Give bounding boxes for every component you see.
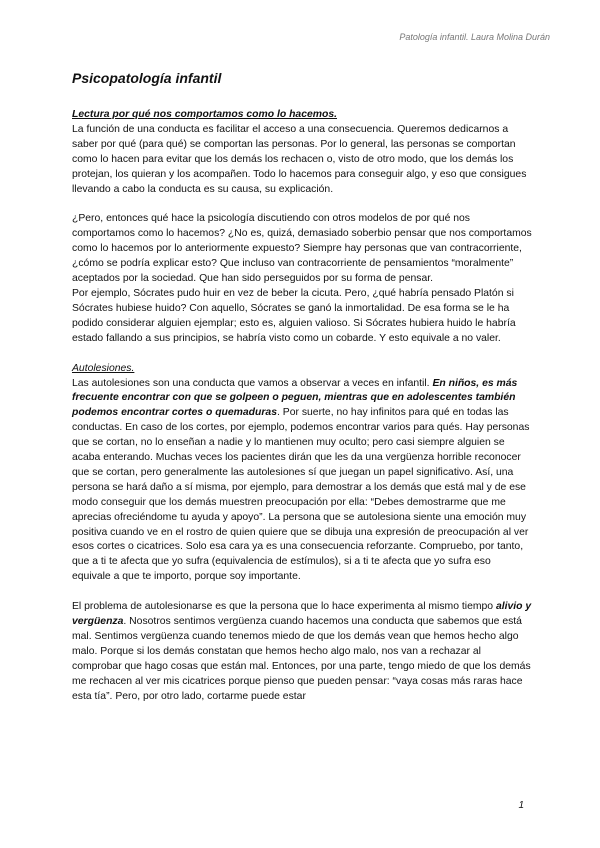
paragraph: Por ejemplo, Sócrates pudo huir en vez de beber la cicuta. Pero, ¿qué habría pensado Platón si Sócrates hubiese huido? Con aquello, Sócrates se ganó la inmortalidad. De esa forma se le ha podido considerar alguien ejemplar; esto es, alguien valioso. Si Sócrates hubiera huido le habría estado fallando a sus principios, se habría visto como un cobarde. Y esto equivale a no valer. — [72, 287, 516, 344]
running-header: Patología infantil. Laura Molina Durán — [399, 32, 550, 42]
paragraph: La función de una conducta es facilitar el acceso a una consecuencia. Queremos dedicarnos a saber por qué (para qué) se comportan las personas. Por lo general, las personas se comportan como lo hacen para evitar que los demás los rechacen o, visto de otro modo, que los demás los protejan, los quieran y los acompañen. Todo lo hacemos para conseguir algo, y eso que consigues llevando a cabo la conducta es su causa, su explicación. — [72, 123, 527, 195]
document-body — [72, 108, 532, 705]
emphasis-text: alivio y vergüenza — [72, 601, 532, 628]
text-run: Las autolesiones son una conducta que vamos a observar a veces en infantil. — [72, 377, 433, 389]
section-heading-lectura: Lectura por qué nos comportamos como lo hacemos. — [72, 109, 338, 120]
emphasis-text: En niños, es más frecuente encontrar con que se golpeen o peguen, mientras que en adolescentes también podemos encontrar cortes o quemaduras — [72, 377, 518, 419]
page-title: Psicopatología infantil — [72, 70, 222, 86]
section-heading-autolesiones: Autolesiones. — [72, 362, 135, 374]
paragraph: ¿Pero, entonces qué hace la psicología discutiendo con otros modelos de por qué nos comportamos como lo hacemos? ¿No es, quizá, demasiado soberbio pensar que nos comportamos como lo hacemos por lo anteriormente expuesto? Siempre hay personas que van contracorriente, ¿cómo se podría explicar esto? Que incluso van contracorriente de pensamientos “moralmente” aceptados por la sociedad. Que han sido perseguidos por su forma de pensar. — [72, 213, 532, 285]
text-run: . Por suerte, no hay infinitos para qué en todas las conductas. En caso de los cortes, por ejemplo, podemos encontrar varios para qués. Hay personas que se cortan, no lo enseñan a nadie y lo mantienen muy oculto; pero casi siempre alguien se acaba enterando. Muchas veces los pacientes dirán que les da una vergüenza horrible reconocer que se cortan, pero generalmente las autolesiones sí que juegan un papel significativo. Así, una persona se hará daño a sí misma, por ejemplo, para demostrar a los demás que está mal y de ese modo conseguir que los demás muestren preocupación por ella: “Debes demostrarme que me aprecias ofreciéndome tu ayuda y apoyo”. La persona que se autolesiona siente una emoción muy positiva cuando ve en el rostro de quien quiere que se dibuja una expresión de preocupación al ver esos cortes o cicatrices. Solo esa cara ya es una consecuencia reforzante. Compruebo, por tanto, que a ti te afecta que yo sufra (equivalencia de estímulos), si a ti te afecta que yo sufra eso equivale a que te importo, porque soy importante. — [72, 407, 530, 583]
paragraph — [72, 377, 532, 586]
text-run: El problema de autolesionarse es que la persona que lo hace experimenta al mismo tiempo — [72, 601, 496, 613]
paragraph — [72, 600, 532, 704]
page-number: 1 — [518, 800, 524, 811]
text-run: . Nosotros sentimos vergüenza cuando hacemos una conducta que sabemos que está mal. Sentimos vergüenza cuando tenemos miedo de que los demás vean que hemos hecho algo malo. Porque si los demás constatan que hemos hecho algo malo, nos van a rechazar al comprobar que hago cosas que están mal. Entonces, por una parte, tengo miedo de que los demás me rechacen al ver mis cicatrices porque pienso que pueden pensar: “vaya cosas más raras hace esta tía”. Pero, por otro lado, cortarme puede estar — [72, 616, 531, 702]
